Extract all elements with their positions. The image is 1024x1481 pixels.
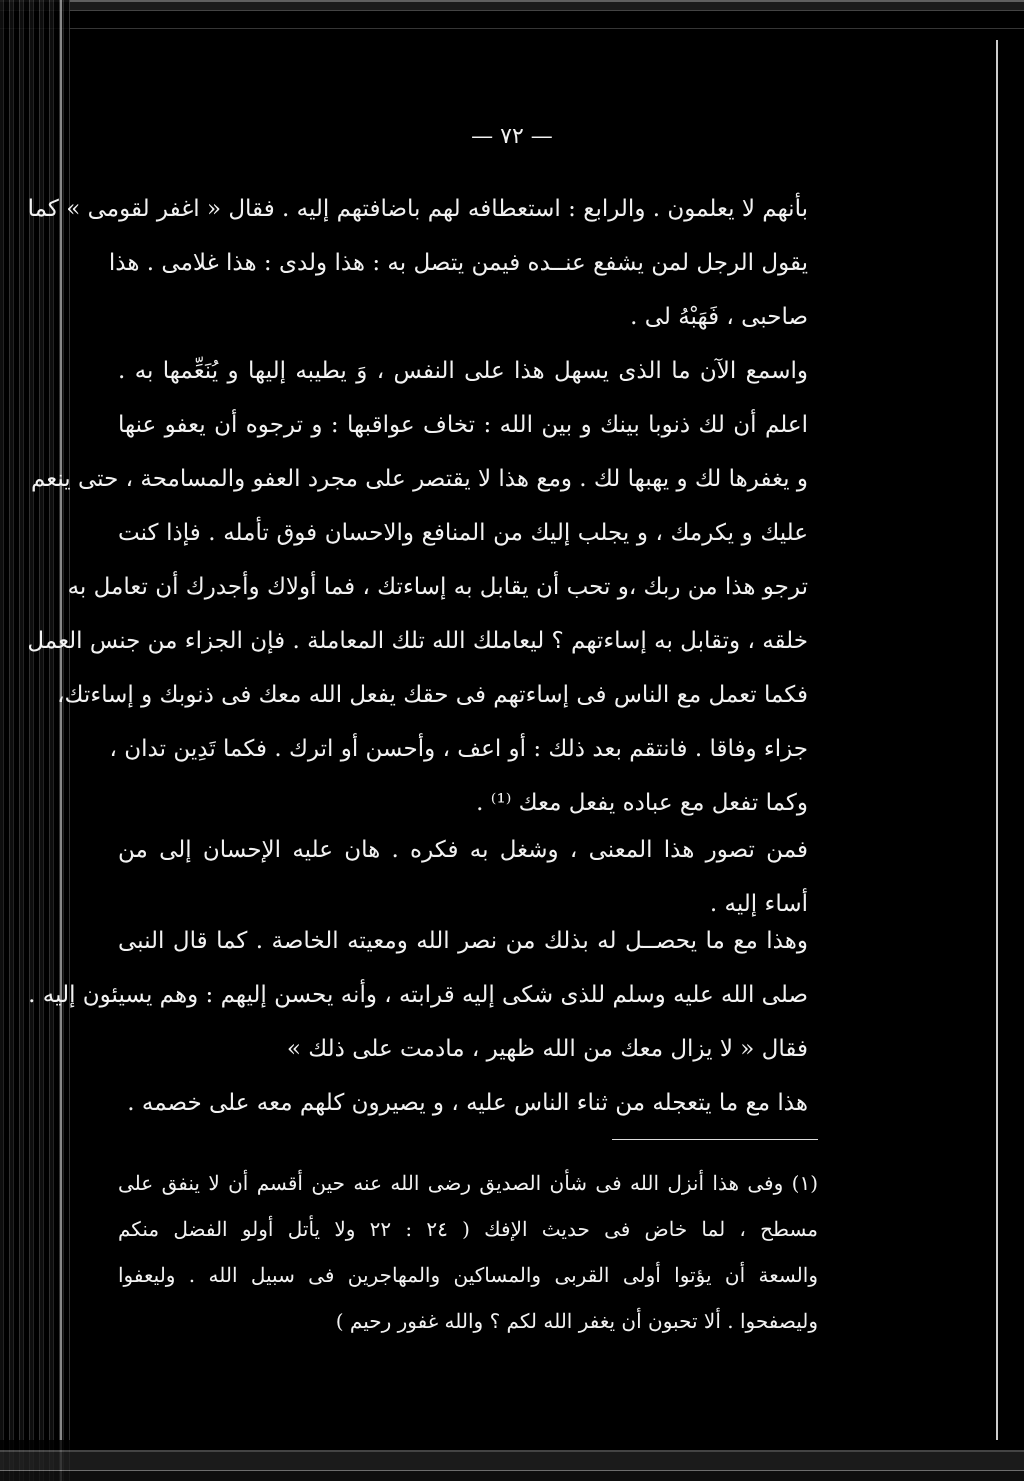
paragraph-1 <box>27 182 808 344</box>
text-line: بأنهم لا يعلمون . والرابع : استعطافه لهم باضافتهم إليه . فقال « اغفر لقومى » كما <box>27 196 808 222</box>
text-line: واسمع الآن ما الذى يسهل هذا على النفس ، وَ يطيبه إليها و يُنَعِّمها به . <box>118 358 808 384</box>
text-line: جزاء وفاقا . فانتقم بعد ذلك : أو اعف ، وأحسن أو اترك . فكما تَدِين تدان ، <box>109 736 808 762</box>
footnote <box>118 1160 818 1344</box>
text-line: فكما تعمل مع الناس فى إساءتهم فى حقك يفعل الله معك فى ذنوبك و إساءتك، <box>57 682 808 708</box>
text-line: يقول الرجل لمن يشفع عنــده فيمن يتصل به : هذا ولدى : هذا غلامى . هذا <box>108 250 808 276</box>
text-line: صلى الله عليه وسلم للذى شكى إليه قرابته ، وأنه يحسن إليهم : وهم يسيئون إليه . <box>28 982 808 1008</box>
text-line: خلقه ، وتقابل به إساءتهم ؟ ليعاملك الله تلك المعاملة . فإن الجزاء من جنس العمل <box>27 628 808 654</box>
text-line: هذا مع ما يتعجله من ثناء الناس عليه ، و يصيرون كلهم معه على خصمه . <box>127 1090 808 1116</box>
text-line: صاحبى ، فَهَبْهُ لى . <box>630 304 808 330</box>
scan-edge-bottom <box>0 1440 1024 1481</box>
footnote-line: (١) وفى هذا أنزل الله فى شأن الصديق رضى الله عنه حين أقسم أن لا ينفق على <box>118 1171 818 1195</box>
footnote-line: وليصفحوا . ألا تحبون أن يغفر الله لكم ؟ والله غفور رحيم ) <box>335 1309 818 1333</box>
footnote-divider <box>612 1139 818 1140</box>
scan-edge-top <box>0 0 1024 42</box>
text-line: و يغفرها لك و يهبها لك . ومع هذا لا يقتصر على مجرد العفو والمسامحة ، حتى ينعم <box>30 466 808 492</box>
text-line: اعلم أن لك ذنوبا بينك و بين الله : تخاف عواقبها : و ترجوه أن يعفو عنها <box>118 412 808 438</box>
page-number: — ٧٢ — <box>471 124 553 149</box>
text-line: فقال « لا يزال معك من الله ظهير ، مادمت على ذلك » <box>286 1036 808 1062</box>
text-line: ترجو هذا من ربك ،و تحب أن يقابل به إساءتك ، فما أولاك وأجدرك أن تعامل به <box>67 574 808 600</box>
text-line: أساء إليه . <box>709 891 808 917</box>
paragraph-4 <box>28 914 808 1130</box>
text-line: وهذا مع ما يحصــل له بذلك من نصر الله ومعيته الخاصة . كما قال النبى <box>118 928 808 954</box>
text-line: وكما تفعل مع عباده يفعل معك ⁽¹⁾ . <box>476 790 808 816</box>
footnote-line: والسعة أن يؤتوا أولى القربى والمساكين والمهاجرين فى سبيل الله . وليعفوا <box>118 1263 818 1287</box>
scan-edge-right <box>978 40 1024 1440</box>
footnote-line: مسطح ، لما خاض فى حديث الإفك ( ٢٤ : ٢٢ ولا يأتل أولو الفضل منكم <box>118 1217 818 1241</box>
text-line: عليك و يكرمك ، و يجلب إليك من المنافع والاحسان فوق تأمله . فإذا كنت <box>118 520 808 546</box>
paragraph-2 <box>27 344 808 830</box>
text-line: فمن تصور هذا المعنى ، وشغل به فكره . هان عليه الإحسان إلى من <box>118 837 808 863</box>
